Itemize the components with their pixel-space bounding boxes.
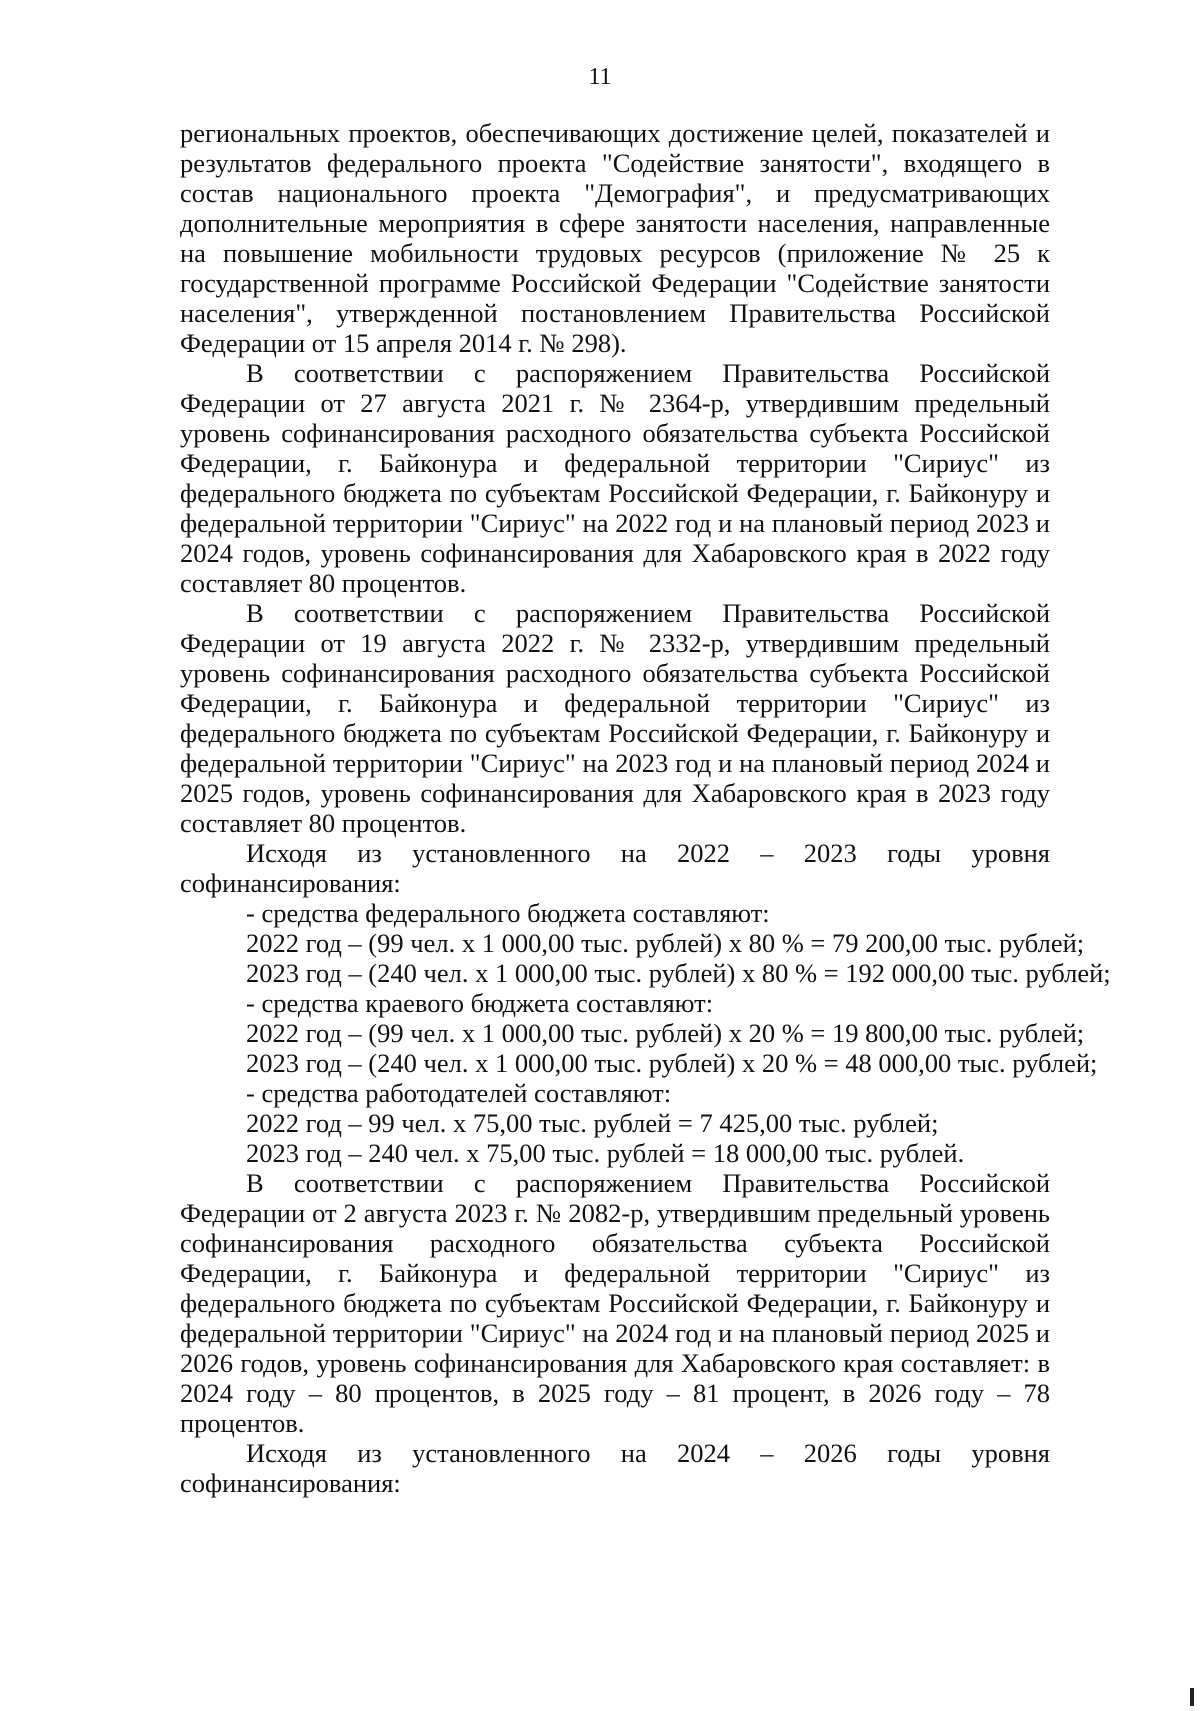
- paragraph-decree-2364: В соответствии с распоряжением Правительства Российской Федерации от 27 августа 2021 г. № 2364-р, утвердившим предельный уровень софинансирования расходного обязательства субъекта Российской Федерации, г. Байконура и федеральной территории "Сириус" из федерального бюджета по субъектам Российской Федерации, г. Байконуру и федеральной территории "Сириус" на 2022 год и на плановый период 2023 и 2024 годов, уровень софинансирования для Хабаровского края в 2022 году составляет 80 процентов.: [180, 358, 1050, 598]
- federal-budget-2022: 2022 год – (99 чел. х 1 000,00 тыс. рублей) х 80 % = 79 200,00 тыс. рублей;: [246, 928, 1085, 958]
- paragraph-basis-2024-2026: Исходя из установленного на 2024 – 2026 годы уровня софинансирования:: [180, 1438, 1050, 1498]
- employers-funds-2022: 2022 год – 99 чел. х 75,00 тыс. рублей = 7 425,00 тыс. рублей;: [246, 1108, 939, 1138]
- paragraph-continuation: региональных проектов, обеспечивающих достижение целей, показателей и результатов федерального проекта "Содействие занятости", входящего в состав национального проекта "Демография", и предусматривающих дополнительные мероприятия в сфере занятости населения, направленные на повышение мобильности трудовых ресурсов (приложение № 25 к государственной программе Российской Федерации "Содействие занятости населения", утвержденной постановлением Правительства Российской Федерации от 15 апреля 2014 г. № 298).: [180, 118, 1050, 358]
- employers-funds-2023: 2023 год – 240 чел. х 75,00 тыс. рублей = 18 000,00 тыс. рублей.: [246, 1138, 965, 1168]
- page-number: 11: [588, 64, 612, 90]
- paragraph-decree-2332: В соответствии с распоряжением Правительства Российской Федерации от 19 августа 2022 г. № 2332-р, утвердившим предельный уровень софинансирования расходного обязательства субъекта Российской Федерации, г. Байконура и федеральной территории "Сириус" из федерального бюджета по субъектам Российской Федерации, г. Байконуру и федеральной территории "Сириус" на 2023 год и на плановый период 2024 и 2025 годов, уровень софинансирования для Хабаровского края в 2023 году составляет 80 процентов.: [180, 598, 1050, 838]
- regional-budget-heading: - средства краевого бюджета составляют:: [246, 988, 714, 1018]
- paragraph-basis-2022-2023: Исходя из установленного на 2022 – 2023 годы уровня софинансирования:: [180, 838, 1050, 898]
- document-body: [180, 118, 1111, 1498]
- scan-edge-mark: [1190, 1688, 1194, 1706]
- employers-funds-heading: - средства работодателей составляют:: [246, 1078, 672, 1108]
- regional-budget-2022: 2022 год – (99 чел. х 1 000,00 тыс. рублей) х 20 % = 19 800,00 тыс. рублей;: [246, 1018, 1085, 1048]
- federal-budget-2023: 2023 год – (240 чел. х 1 000,00 тыс. рублей) х 80 % = 192 000,00 тыс. рублей;: [246, 958, 1111, 988]
- federal-budget-heading: - средства федерального бюджета составляют:: [246, 898, 770, 928]
- regional-budget-2023: 2023 год – (240 чел. х 1 000,00 тыс. рублей) х 20 % = 48 000,00 тыс. рублей;: [246, 1048, 1098, 1078]
- paragraph-decree-2082: В соответствии с распоряжением Правительства Российской Федерации от 2 августа 2023 г. № 2082-р, утвердившим предельный уровень софинансирования расходного обязательства субъекта Российской Федерации, г. Байконура и федеральной территории "Сириус" из федерального бюджета по субъектам Российской Федерации, г. Байконуру и федеральной территории "Сириус" на 2024 год и на плановый период 2025 и 2026 годов, уровень софинансирования для Хабаровского края составляет: в 2024 году – 80 процентов, в 2025 году – 81 процент, в 2026 году – 78 процентов.: [180, 1168, 1050, 1438]
